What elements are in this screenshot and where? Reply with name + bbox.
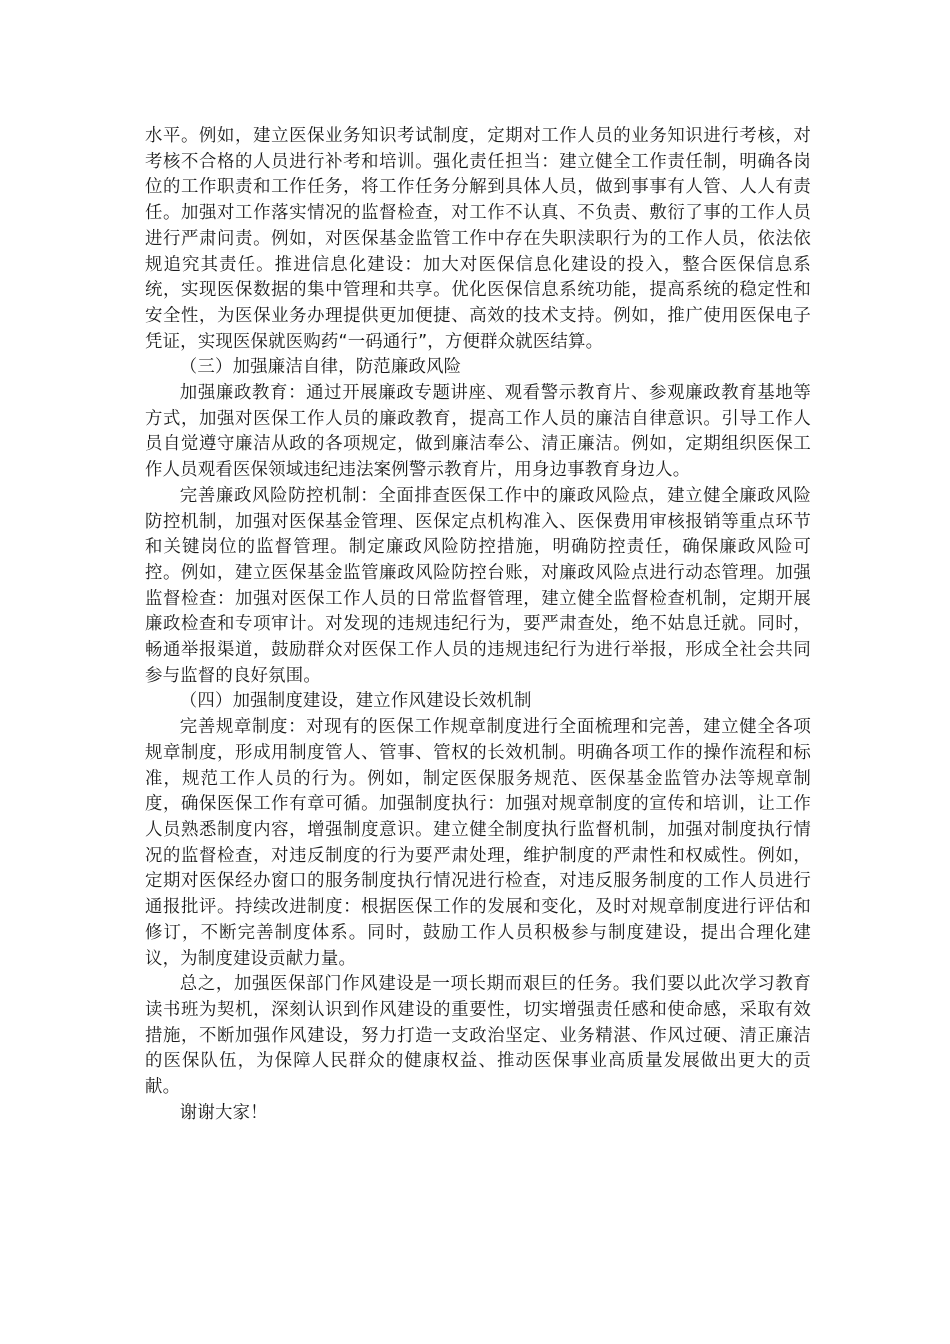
paragraph-integrity-education: 加强廉政教育：通过开展廉政专题讲座、观看警示教育片、参观廉政教育基地等方式，加强对医保工作人员的廉政教育，提高工作人员的廉洁自律意识。引导工作人员自觉遵守廉洁从政的各项规定，做到廉洁奉公、清正廉洁。例如，定期组织医保工作人员观看医保领域违纪违法案例警示教育片，用身边事教育身边人。 <box>145 383 811 481</box>
paragraph-conclusion: 总之，加强医保部门作风建设是一项长期而艰巨的任务。我们要以此次学习教育读书班为契机，深刻认识到作风建设的重要性，切实增强责任感和使命感，采取有效措施，不断加强作风建设，努力打造一支政治坚定、业务精湛、作风过硬、清正廉洁的医保队伍，为保障人民群众的健康权益、推动医保事业高质量发展做出更大的贡献。 <box>145 974 811 1098</box>
paragraph-regulations: 完善规章制度：对现有的医保工作规章制度进行全面梳理和完善，建立健全各项规章制度，形成用制度管人、管事、管权的长效机制。明确各项工作的操作流程和标准，规范工作人员的行为。例如，制定医保服务规范、医保基金监管办法等规章制度，确保医保工作有章可循。加强制度执行：加强对规章制度的宣传和培训，让工作人员熟悉制度内容，增强制度意识。建立健全制度执行监督机制，加强对制度执行情况的监督检查，对违反制度的行为要严肃处理，维护制度的严肃性和权威性。例如，定期对医保经办窗口的服务制度执行情况进行检查，对违反服务制度的工作人员进行通报批评。持续改进制度：根据医保工作的发展和变化，及时对规章制度进行评估和修订，不断完善制度体系。同时，鼓励工作人员积极参与制度建设，提出合理化建议，为制度建设贡献力量。 <box>145 717 811 969</box>
section-heading-3: （三）加强廉洁自律，防范廉政风险 <box>179 357 462 378</box>
document-page <box>145 124 811 1126</box>
paragraph-risk-control: 完善廉政风险防控机制：全面排查医保工作中的廉政风险点，建立健全廉政风险防控机制，加强对医保基金管理、医保定点机构准入、医保费用审核报销等重点环节和关键岗位的监督管理。制定廉政风险防控措施，明确防控责任，确保廉政风险可控。例如，建立医保基金监管廉政风险防控台账，对廉政风险点进行动态管理。加强监督检查：加强对医保工作人员的日常监督管理，建立健全监督检查机制，定期开展廉政检查和专项审计。对发现的违规违纪行为，要严肃查处，绝不姑息迁就。同时，畅通举报渠道，鼓励群众对医保工作人员的违规违纪行为进行举报，形成全社会共同参与监督的良好氛围。 <box>145 485 811 686</box>
closing-thanks: 谢谢大家！ <box>179 1102 268 1123</box>
section-heading-4: （四）加强制度建设，建立作风建设长效机制 <box>179 691 532 712</box>
paragraph-continued: 水平。例如，建立医保业务知识考试制度，定期对工作人员的业务知识进行考核，对考核不合格的人员进行补考和培训。强化责任担当：建立健全工作责任制，明确各岗位的工作职责和工作任务，将工作任务分解到具体人员，做到事事有人管、人人有责任。加强对工作落实情况的监督检查，对工作不认真、不负责、敷衍了事的工作人员进行严肃问责。例如，对医保基金监管工作中存在失职渎职行为的工作人员，依法依规追究其责任。推进信息化建设：加大对医保信息化建设的投入，整合医保信息系统，实现医保数据的集中管理和共享。优化医保信息系统功能，提高系统的稳定性和安全性，为医保业务办理提供更加便捷、高效的技术支持。例如，推广使用医保电子凭证，实现医保就医购药“一码通行”，方便群众就医结算。 <box>145 126 811 352</box>
